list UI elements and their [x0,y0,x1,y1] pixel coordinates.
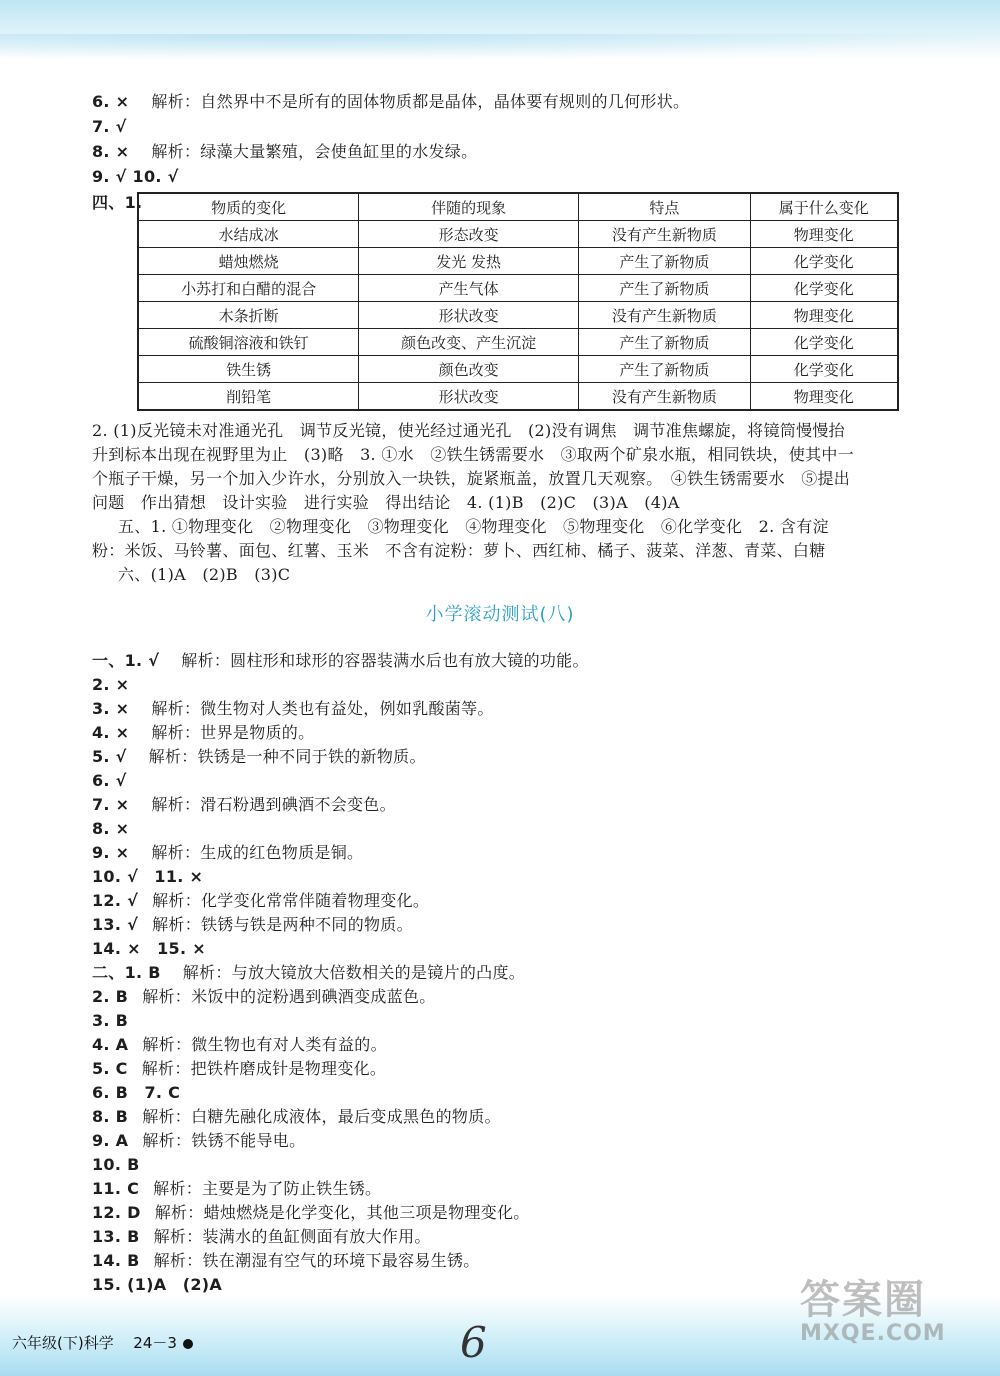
answer-line: 15. (1)A (2)A [92,1275,223,1294]
answer-line: 9. × 解析：生成的红色物质是铜。 [92,843,364,862]
table-row [138,302,898,329]
table-cell: 产生了新物质 [579,329,750,356]
table-row [138,329,898,356]
table-cell: 化学变化 [750,329,898,356]
table-row [138,221,898,248]
table-cell: 产生了新物质 [579,356,750,383]
table-cell: 形状改变 [359,383,579,411]
answer-line: 9. √ 10. √ [92,167,179,186]
table-row [138,383,898,411]
handwritten-mark: 6 [460,1318,487,1367]
answer-line: 4. A 解析：微生物也有对人类有益的。 [92,1035,387,1054]
paragraph-line: 个瓶子干燥，另一个加入少许水，分别放入一块铁，旋紧瓶盖，放置几天观察。 ④铁生锈需要水 ⑤提出 [92,469,851,488]
answer-line: 7. √ [92,117,127,136]
table-cell: 形态改变 [359,221,579,248]
watermark-logo [800,1268,990,1368]
answer-line: 12. D 解析：蜡烛燃烧是化学变化，其他三项是物理变化。 [92,1203,530,1222]
table-cell: 产生了新物质 [579,275,750,302]
table-cell: 产生气体 [359,275,579,302]
answer-line: 14. B 解析：铁在潮湿有空气的环境下最容易生锈。 [92,1251,480,1270]
paragraph-line: 升到标本出现在视野里为止 (3)略 3. ①水 ②铁生锈需要水 ③取两个矿泉水瓶，相同铁块，使其中一 [92,445,855,464]
answer-line: 4. × 解析：世界是物质的。 [92,723,315,742]
table-cell: 削铅笔 [138,383,359,411]
answer-line: 14. × 15. × [92,939,206,958]
answer-line: 2. B 解析：米饭中的淀粉遇到碘酒变成蓝色。 [92,987,436,1006]
table-cell: 化学变化 [750,248,898,275]
table-cell: 没有产生新物质 [579,383,750,411]
table-header-row [138,193,898,221]
table-cell: 没有产生新物质 [579,221,750,248]
answer-line: 5. C 解析：把铁杵磨成针是物理变化。 [92,1059,387,1078]
paragraph-line: 2. (1)反光镜未对准通光孔 调节反光镜，使光经过通光孔 (2)没有调焦 调节准焦螺旋，将镜筒慢慢抬 [92,421,845,440]
answer-line: 12. √ 解析：化学变化常常伴随着物理变化。 [92,891,430,910]
answer-line: 3. B [92,1011,129,1030]
answer-line: 13. √ 解析：铁锈与铁是两种不同的物质。 [92,915,413,934]
watermark-title: 答案圈 [800,1277,926,1323]
table-cell: 硫酸铜溶液和铁钉 [138,329,359,356]
table-cell: 化学变化 [750,356,898,383]
table-header: 物质的变化 [138,193,359,221]
answer-line: 一、1. √ 解析：圆柱形和球形的容器装满水后也有放大镜的功能。 [92,651,589,670]
answer-line: 2. × [92,675,130,694]
table-cell: 蜡烛燃烧 [138,248,359,275]
answer-line: 3. × 解析：微生物对人类也有益处，例如乳酸菌等。 [92,699,494,718]
top-decorative-band [0,0,1000,60]
answer-line: 7. × 解析：滑石粉遇到碘酒不会变色。 [92,795,396,814]
answer-line: 二、1. B 解析：与放大镜放大倍数相关的是镜片的凸度。 [92,963,526,982]
answer-line: 8. × [92,819,130,838]
question-4-label: 四、1. [92,193,143,212]
table-cell: 铁生锈 [138,356,359,383]
table-row [138,275,898,302]
answer-line: 6. √ [92,771,127,790]
answer-line: 11. C 解析：主要是为了防止铁生锈。 [92,1179,382,1198]
table-cell: 小苏打和白醋的混合 [138,275,359,302]
table-cell: 化学变化 [750,275,898,302]
page-number: 24－3 [133,1334,177,1352]
table-cell: 木条折断 [138,302,359,329]
answer-line: 10. √ 11. × [92,867,204,886]
watermark-url: MXQE.COM [800,1321,946,1346]
table-header: 属于什么变化 [750,193,898,221]
table-cell: 物理变化 [750,221,898,248]
answer-line: 9. A 解析：铁锈不能导电。 [92,1131,306,1150]
table-cell: 形状改变 [359,302,579,329]
table-cell: 颜色改变、产生沉淀 [359,329,579,356]
table-cell: 水结成冰 [138,221,359,248]
answer-line: 10. B [92,1155,140,1174]
answer-line: 6. B 7. C [92,1083,181,1102]
table-cell: 物理变化 [750,383,898,411]
table-cell: 颜色改变 [359,356,579,383]
paragraph-line: 问题 作出猜想 设计实验 进行实验 得出结论 4. (1)B (2)C (3)A (4)A [92,493,680,512]
table-cell: 发光 发热 [359,248,579,275]
table-cell: 产生了新物质 [579,248,750,275]
table-header: 特点 [579,193,750,221]
paragraph-line: 粉：米饭、马铃薯、面包、红薯、玉米 不含有淀粉：萝卜、西红柿、橘子、菠菜、洋葱、青菜、白糖 [92,541,826,560]
answer-line: 5. √ 解析：铁锈是一种不同于铁的新物质。 [92,747,426,766]
paragraph-line: 六、(1)A (2)B (3)C [118,565,291,584]
table-header: 伴随的现象 [359,193,579,221]
table-cell: 没有产生新物质 [579,302,750,329]
section-title: 小学滚动测试(八) [425,604,575,625]
answer-line: 13. B 解析：装满水的鱼缸侧面有放大作用。 [92,1227,431,1246]
table-row [138,248,898,275]
table-row [138,356,898,383]
bullet-dot-icon [183,1339,193,1349]
page-footer [12,1332,193,1353]
answer-line: 6. × 解析：自然界中不是所有的固体物质都是晶体，晶体要有规则的几何形状。 [92,92,690,111]
answer-line: 8. × 解析：绿藻大量繁殖，会使鱼缸里的水发绿。 [92,142,478,161]
paragraph-line: 五、1. ①物理变化 ②物理变化 ③物理变化 ④物理变化 ⑤物理变化 ⑥化学变化 2. 含有淀 [118,517,829,536]
table-cell: 物理变化 [750,302,898,329]
footer-label: 六年级(下)科学 [12,1334,114,1352]
answer-table [137,192,899,411]
answer-line: 8. B 解析：白糖先融化成液体，最后变成黑色的物质。 [92,1107,501,1126]
